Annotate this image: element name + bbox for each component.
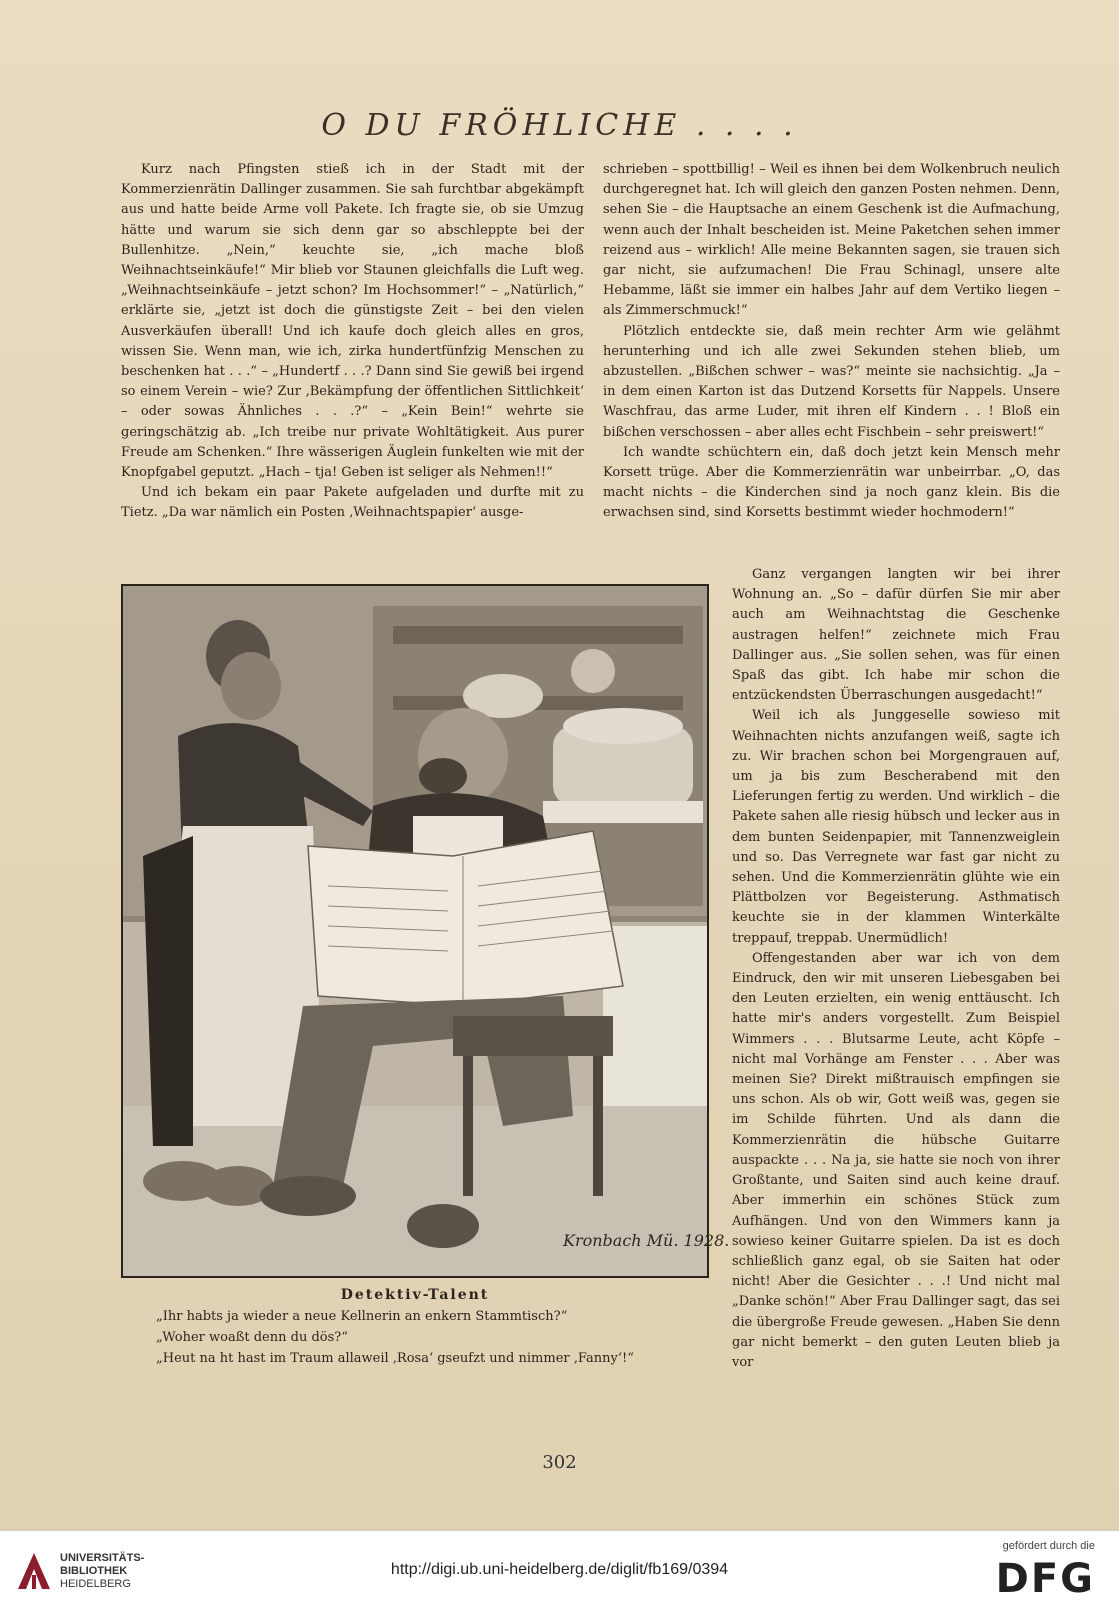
permalink-url[interactable]: http://digi.ub.uni-heidelberg.de/diglit/fb169/0394	[390, 1561, 729, 1578]
text-column-right-bottom	[732, 565, 1060, 1373]
paragraph: Weil ich als Junggeselle sowieso mit Weihnachten nichts anzufangen weiß, sagte ich zu. Wir brachen schon bei Morgengrauen auf, um ja bis zum Bescherabend mit den Lieferungen fertig zu werden. Und wirklich – die Pakete sahen alle riesig hübsch und lecker aus in dem bunten Seidenpapier, mit Tannenzweiglein und so. Das Verregnete war fast gar nicht zu sehen. Und die Kommerzienrätin glühte wie ein Plättbolzen vor Begeisterung. Asthmatisch keuchte sie in der klammen Winterkälte treppauf, treppab. Unermüdlich!	[732, 708, 1060, 946]
paragraph: Offengestanden aber war ich von dem Eindruck, den wir mit unseren Liebesgaben bei den Leuten erzielten, ein wenig enttäuscht. Ich hatte mir's anders vorgestellt. Zum Beispiel Wimmers . . . Blutsarme Leute, acht Köpfe – nicht mal Vorhänge am Fenster . . . Aber was meinen Sie? Direkt mißtrauisch empfingen sie uns schon. Als ob wir, Gott weiß was, gegen sie im Schilde führten. Und als dann die Kommerzienrätin die hübsche Guitarre auspackte . . . Na ja, sie hatte sie noch von ihrer Großtante, und Saiten sind auch keine drauf. Aber immerhin ein schönes Stück zum Aufhängen. Und von den Wimmers kann ja sowieso keiner Guitarre spielen. Da ist es doch schließlich ganz egal, ob sie Saiten hat oder nicht! Aber die Gesichter . . .! Und nicht mal „Danke schön!“ Aber Frau Dallinger sagt, das sei die übergroße Freude gewesen. „Haben Sie denn gar nicht bemerkt – den guten Leuten blieb ja vor	[732, 950, 1060, 1370]
caption-title: Detektiv-Talent	[340, 1287, 490, 1303]
caption-line: „Woher woaßt denn du dös?“	[156, 1330, 348, 1345]
illustration	[121, 584, 730, 1278]
funding-label: gefördert durch die	[1002, 1540, 1095, 1552]
paragraph: Ganz vergangen langten wir bei ihrer Wohnung an. „So – dafür dürfen Sie mir aber auch am Weihnachtstag die Geschenke austragen helfen!“ zeichnete mich Frau Dallinger aus. „Sie sollen sehen, was für einen Spaß das gibt. Ich habe mir schon die entzückendsten Überraschungen ausgedacht!“	[732, 567, 1060, 704]
article-title: O DU FRÖHLICHE . . . .	[321, 108, 798, 143]
caption-line: „Heut na ht hast im Traum allaweil ‚Rosa‘ gseufzt und nimmer ‚Fanny‘!“	[156, 1351, 634, 1366]
illustration-caption	[121, 1285, 709, 1369]
text-column-right-top	[603, 160, 1060, 524]
paragraph: schrieben – spottbillig! – Weil es ihnen bei dem Wolkenbruch neulich durchgeregnet hat. Ich will gleich den ganzen Posten nehmen. Denn, sehen Sie – die Hauptsache an einem Geschenk ist die Aufmachung, wenn auch der Inhalt bescheiden ist. Meine Paketchen sehen immer reizend aus – wirklich! Alle meine Bekannten sagen, sie trauen sich gar nicht, sie aufzumachen! Die Frau Schinagl, unsere alte Hebamme, läßt sie immer ein halbes Jahr auf dem Vertiko liegen – als Zimmerschmuck!“	[603, 162, 1060, 319]
university-library-name: UNIVERSITÄTS- BIBLIOTHEK HEIDELBERG	[60, 1552, 145, 1590]
viewer-footer	[0, 1530, 1119, 1610]
text-column-left	[121, 160, 584, 524]
dfg-logo: DFG	[995, 1556, 1095, 1602]
paragraph: Und ich bekam ein paar Pakete aufgeladen und durfte mit zu Tietz. „Da war nämlich ein Posten ‚Weihnachtspapier‘ ausge-	[121, 485, 584, 521]
artist-signature: Kronbach Mü. 1928.	[563, 1231, 730, 1250]
caption-line: „Ihr habts ja wieder a neue Kellnerin an enkern Stammtisch?“	[156, 1309, 568, 1324]
page-number: 302	[542, 1452, 577, 1473]
paragraph: Kurz nach Pfingsten stieß ich in der Stadt mit der Kommerzienrätin Dallinger zusammen. Sie sah furchtbar abgekämpft aus und hatte beide Arme voll Pakete. Ich fragte sie, ob sie Umzug hätte und warum sie sich denn gar so abschleppte bei der Bullenhitze. „Nein,“ keuchte sie, „ich mache bloß Weihnachtseinkäufe!“ Mir blieb vor Staunen gleichfalls die Luft weg. „Weihnachtseinkäufe – jetzt schon? Im Hochsommer!“ – „Natürlich,“ erklärte sie, „jetzt ist doch die günstigste Zeit – bei den vielen Ausverkäufen überall! Und ich kaufe doch gleich alles en gros, wissen Sie. Wenn man, wie ich, zirka hundertfünfzig Menschen zu beschenken hat . . .“ – „Hundertf . . .? Dann sind Sie gewiß bei irgend so einem Verein – wie? Zur ‚Bekämpfung der öffentlichen Sittlichkeit‘ – oder sowas Ähnliches . . .?“ – „Kein Bein!“ wehrte sie geringschätzig ab. „Ich treibe nur private Wohltätigkeit. Aus purer Freude am Schenken.“ Ihre wässerigen Äuglein funkelten wie mit der Knopfgabel geputzt. „Hach – tja! Geben ist seliger als Nehmen!!“	[121, 162, 584, 481]
paragraph: Ich wandte schüchtern ein, daß doch jetzt kein Mensch mehr Korsett trüge. Aber die Kommerzienrätin war unbeirrbar. „O, das macht nichts – die Kinderchen sind ja noch ganz klein. Bis die erwachsen sind, sind Korsetts bestimmt wieder hochmodern!“	[603, 444, 1060, 521]
paragraph: Plötzlich entdeckte sie, daß mein rechter Arm wie gelähmt herunterhing und ich alle zwei Sekunden stehen blieb, um abzustellen. „Bißchen schwer – was?“ meinte sie nachsichtig. „Ja – in dem einen Karton ist das Dutzend Korsetts für Nappels. Unsere Waschfrau, das arme Luder, mit ihren elf Kindern . . ! Bloß ein bißchen verschossen – aber alles echt Fischbein – sehr preiswert!“	[603, 323, 1060, 440]
